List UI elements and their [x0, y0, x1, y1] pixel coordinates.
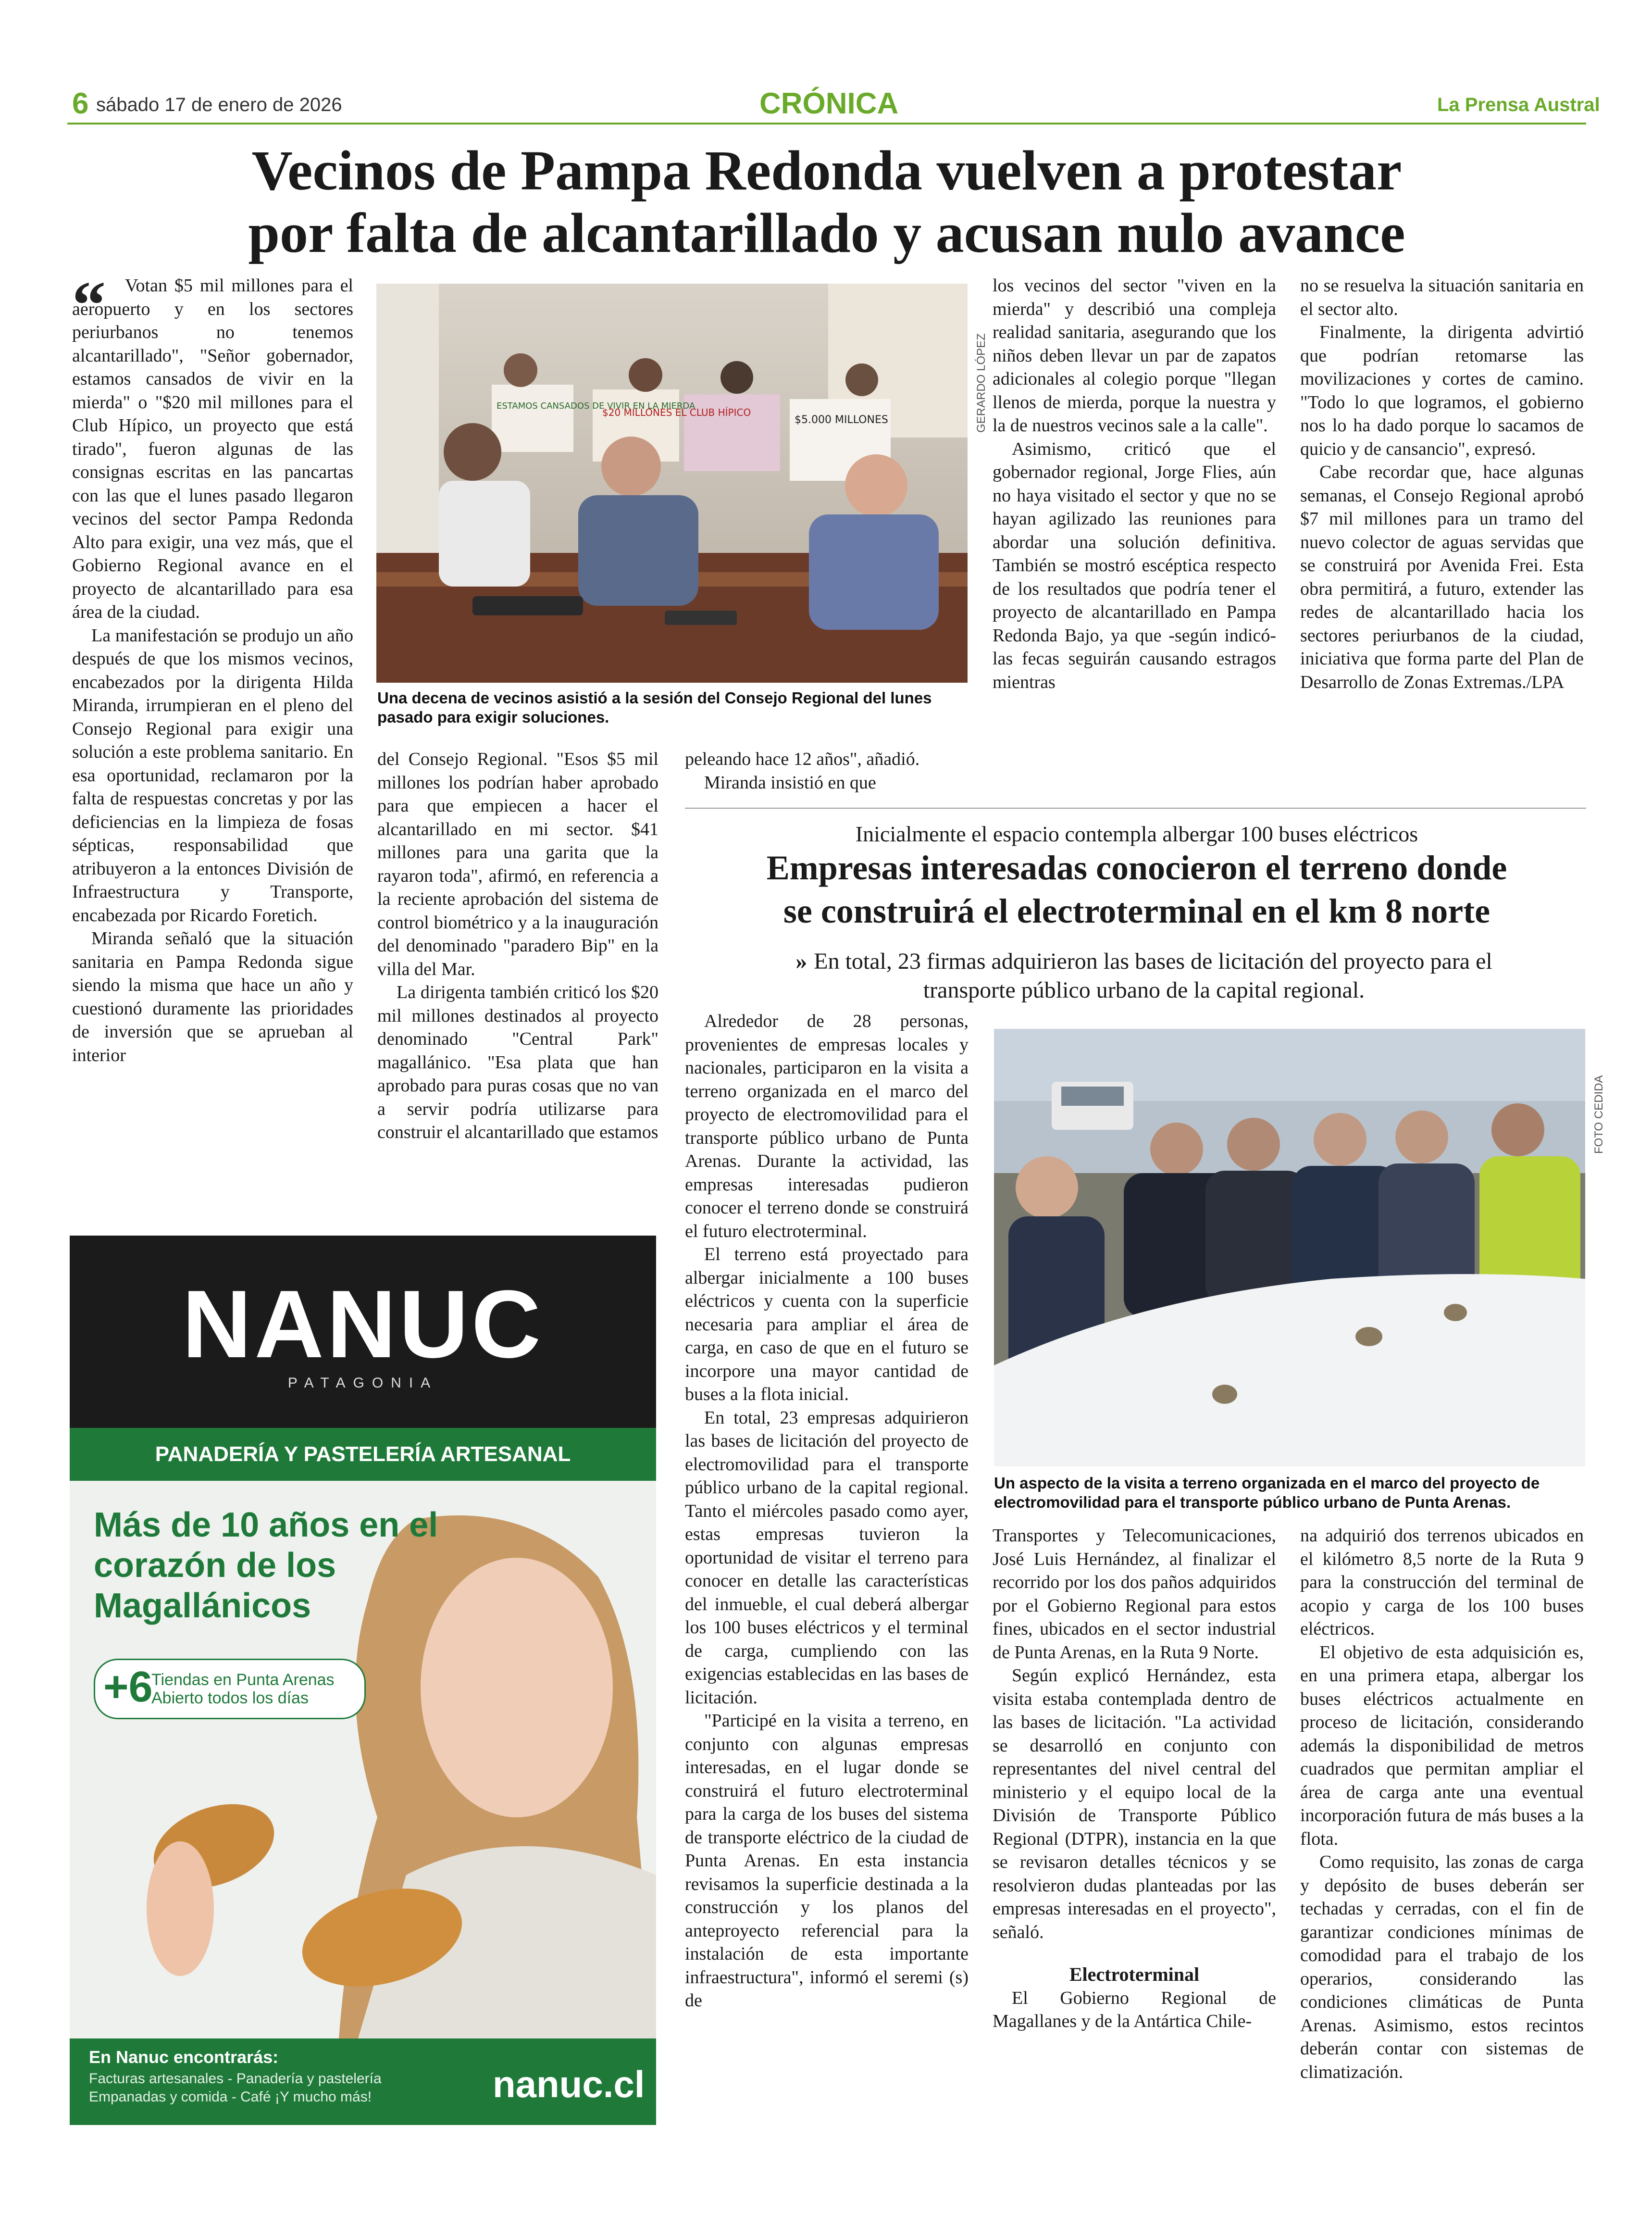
ad-logo-subtitle: PATAGONIA	[287, 1375, 438, 1391]
ad-stores-line1: Tiendas en Punta Arenas	[151, 1671, 335, 1689]
story-divider	[685, 808, 1586, 809]
protest-sign-text: $5.000 MILLONES	[795, 414, 888, 426]
quote-mark-icon: “	[72, 268, 106, 342]
story2-paragraph: "Participé en la visita a terreno, en conjunto con algunas empresas interesadas, en el lugar donde se construirá el futuro electroterminal para la carga de los buses del sistema de transporte eléctrico de la ciudad de Punta Arenas. En esta instancia revisamos la superficie destinada a la construcción y los planos del anteproyecto referencial para la instalación de esta importante infraestructura", informó el seremi (s) de	[685, 1711, 969, 2011]
ad-band-text: PANADERÍA Y PASTELERÍA ARTESANAL	[155, 1442, 571, 1466]
story1-paragraph: La manifestación se produjo un año después de que los mismos vecinos, encabezados por la dirigenta Hilda Miranda, irrumpieran en el pleno del Consejo Regional para exigir una solución a este problema sanitario. En esa oportunidad, reclamaron por la falta de respuestas concretas y por las deficiencias en la limpieza de fosas sépticas, responsabilidad que atribuyeron a la entonces División de Infraestructura y Transporte, encabezada por Ricardo Foretich.	[72, 625, 353, 925]
story2-column-1	[685, 1010, 969, 2013]
story2-headline	[687, 846, 1586, 933]
story2-lead	[750, 947, 1538, 1005]
ad-stores-text	[151, 1671, 335, 1707]
story1-paragraph: Cabe recordar que, hace algunas semanas, el Consejo Regional aprobó $7 mil millones para un tramo del nuevo colector de aguas servidas que se construirá por Avenida Frei. Esta obra permitirá, a futuro, extender las redes de alcantarillado hacia los sectores periurbanos de la ciudad, iniciativa que forma parte del Plan de Desarrollo de Zonas Extremas./LPA	[1300, 462, 1584, 692]
protest-sign-text: $20 MILLONES EL CLUB HÍPICO	[602, 407, 751, 418]
story2-photo-credit: FOTO CEDIDA	[1592, 1075, 1605, 1154]
story1-paragraph: del Consejo Regional. "Esos $5 mil millones los podrían haber aprobado para que empiecen a hacer el alcantarillado en mi sector. $41 millones para una garita que la rayaron toda", afirmó, en referencia a la reciente aprobación del sistema de control biométrico y a la inauguración del denominado "paradero Bip" en la villa del Mar.	[377, 749, 658, 979]
story1-headline	[67, 139, 1586, 264]
ad-find-line2: Empanadas y comida - Café ¡Y mucho más!	[89, 2089, 372, 2105]
story1-paragraph: no se resuelva la situación sanitaria en el sector alto.	[1300, 275, 1584, 319]
story1-column-5	[1300, 274, 1584, 694]
ad-find-line1: Facturas artesanales - Panadería y pastelería	[89, 2071, 382, 2087]
story2-lead-text: En total, 23 firmas adquirieron las bases de licitación del proyecto para el transporte público urbano de la capital regional.	[814, 949, 1492, 1003]
story1-paragraph: La dirigenta también criticó los $20 mil millones destinados al proyecto denominado "Central Park" magallánico. "Esa plata que han aprobado para puras cosas que no van a servir podría utilizarse para construir el alcantarillado que estamos	[377, 982, 658, 1142]
story2-column-3	[1300, 1524, 1584, 2084]
nanuc-advertisement[interactable]	[70, 1236, 656, 2125]
story2-paragraph: Según explicó Hernández, esta visita estaba contemplada dentro de las bases de licitación. "La actividad se desarrolló en conjunto con representantes del nivel central del ministerio y el equipo local de la División de Transporte Público Regional (DTPR), instancia en la que se revisaron detalles técnicos y se resolvieron dudas planteadas por las empresas interesadas en el proyecto", señaló.	[993, 1665, 1276, 1942]
page-number: 6	[72, 87, 89, 120]
story2-subhead: Electroterminal	[1069, 1963, 1200, 1985]
story1-photo	[376, 284, 968, 683]
story1-headline-line1: Vecinos de Pampa Redonda vuelven a protestar	[251, 139, 1402, 202]
story1-paragraph: Votan $5 mil millones para el aeropuerto y en los sectores periurbanos no tenemos alcantarillado", "Señor gobernador, estamos cansados de vivir en la mierda" o "$20 mil millones para el Club Hípico, un proyecto que está tirado", fueron algunas de las consignas escritas en las pancartas con las que el lunes pasado llegaron vecinos del sector Pampa Redonda Alto para exigir, una vez más, que el Gobierno Regional avance en el proyecto de alcantarillado para esa área de la ciudad.	[72, 275, 353, 622]
story1-photo-caption: Una decena de vecinos asistió a la sesión del Consejo Regional del lunes pasado para exigir soluciones.	[377, 689, 932, 726]
story1-paragraph: Finalmente, la dirigenta advirtió que podrían retomarse las movilizaciones y cortes de camino. "Todo lo que logramos, el gobierno nos lo ha dado porque lo sacamos de quicio y de cansancio", expresó.	[1300, 322, 1584, 459]
ad-logo: NANUC	[182, 1271, 544, 1378]
ad-website-link[interactable]: nanuc.cl	[493, 2063, 645, 2105]
ad-find-list	[89, 2070, 483, 2106]
story2-column-2	[993, 1524, 1276, 2033]
story1-paragraph: Asimismo, criticó que el gobernador regional, Jorge Flies, aún no haya visitado el sector y que no se hayan agilizado las reuniones para abordar una solución definitiva. También se mostró escéptica respecto de los resultados que podría tener el proyecto de alcantarillado en Pampa Redonda Bajo, ya que -según indicó- las fecas seguirán causando estragos mientras	[993, 438, 1276, 692]
story1-column-1	[72, 268, 353, 1067]
chevron-right-icon: »	[795, 949, 807, 974]
protest-sign-text: ESTAMOS CANSADOS DE VIVIR EN LA MIERDA	[497, 401, 696, 411]
story1-headline-line2: por falta de alcantarillado y acusan nulo avance	[248, 201, 1405, 264]
story2-paragraph: El terreno está proyectado para albergar inicialmente a 100 buses eléctricos y cuenta con la superficie necesaria para ampliar el área de carga, en caso de que en el futuro se incorpore una mayor cantidad de buses a la flota inicial.	[685, 1244, 969, 1404]
ad-stores-line2: Abierto todos los días	[151, 1689, 309, 1707]
story2-paragraph: En total, 23 empresas adquirieron las bases de licitación del proyecto de electromovilidad para el transporte público urbano de la capital regional. Tanto el miércoles pasado como ayer, estas empresas tuvieron la oportunidad de visitar el terreno para conocer en detalle las características del inmueble, el cual deberá albergar los 100 buses eléctricos y el terminal de carga, cumpliendo con las exigencias establecidas en las bases de licitación.	[685, 1407, 969, 1708]
story1-paragraph: Miranda señaló que la situación sanitaria en Pampa Redonda sigue siendo la misma que hace un año y cuestionó duramente las prioridades de inversión que se aprueban al interior	[72, 928, 353, 1065]
story2-photo	[994, 1029, 1585, 1466]
story2-paragraph: Como requisito, las zonas de carga y depósito de buses deberán ser techadas y cerradas, con el fin de garantizar condiciones mínimas de comodidad para el trabajo de los operarios, considerando las condiciones climáticas de Punta Arenas. Asimismo, estos recintos deberán contar con sistemas de climatización.	[1300, 1852, 1584, 2082]
story2-paragraph: Transportes y Telecomunicaciones, José Luis Hernández, al finalizar el recorrido por los dos paños adquiridos por el Gobierno Regional para estos fines, ubicados en el sector industrial de Punta Arenas, en la Ruta 9 Norte.	[993, 1525, 1276, 1663]
newspaper-brand: La Prensa Austral	[1437, 94, 1600, 115]
story1-photo-credit: GERARDO LÓPEZ	[975, 333, 988, 433]
story1-paragraph: peleando hace 12 años", añadió.	[685, 749, 920, 769]
story1-paragraph: los vecinos del sector "viven en la mierda" y describió una compleja realidad sanitaria, asegurando que los niños deben llevar un par de zapatos adicionales al colegio porque "llegan llenos de mierda, porque la nuestra y la de nuestros vecinos sale a la calle".	[993, 275, 1276, 436]
story2-paragraph: Alrededor de 28 personas, provenientes de empresas locales y nacionales, participaron en la visita a terreno organizada en el marco del proyecto de electromovilidad para el transporte público urbano de Punta Arenas. Durante la actividad, las empresas interesadas pudieron conocer el terreno donde se construirá el futuro electroterminal.	[685, 1011, 969, 1241]
story2-photo-caption: Un aspecto de la visita a terreno organizada en el marco del proyecto de electromovilidad para el transporte público urbano de Punta Arenas.	[994, 1474, 1540, 1511]
story1-column-3	[685, 748, 969, 794]
story2-paragraph: El Gobierno Regional de Magallanes y de la Antártica Chile-	[993, 1988, 1276, 2031]
section-title: CRÓNICA	[759, 87, 899, 120]
story2-kicker: Inicialmente el espacio contempla albergar 100 buses eléctricos	[855, 822, 1418, 846]
ad-stores-count: +6	[103, 1663, 153, 1711]
ad-headline: Más de 10 años en el corazón de los Magallánicos	[94, 1506, 438, 1625]
page-date: sábado 17 de enero de 2026	[96, 94, 342, 115]
story1-paragraph: Miranda insistió en que	[704, 772, 876, 793]
story2-headline-line1: Empresas interesadas conocieron el terreno donde	[766, 849, 1507, 887]
story2-paragraph: El objetivo de esta adquisición es, en una primera etapa, albergar los buses eléctricos actualmente en proceso de licitación, considerando además la disponibilidad de metros cuadrados que permitan ampliar el área de carga ante una eventual incorporación futura de más buses a la flota.	[1300, 1642, 1584, 1849]
story2-paragraph: na adquirió dos terrenos ubicados en el kilómetro 8,5 norte de la Ruta 9 para la construcción del terminal de acopio y carga de los 100 buses eléctricos.	[1300, 1525, 1584, 1639]
story2-headline-line2: se construirá el electroterminal en el km 8 norte	[783, 892, 1491, 930]
ad-find-title: En Nanuc encontrarás:	[89, 2047, 279, 2067]
story1-column-2	[377, 748, 658, 1144]
story1-column-4	[993, 274, 1276, 694]
header-rule	[67, 123, 1586, 125]
